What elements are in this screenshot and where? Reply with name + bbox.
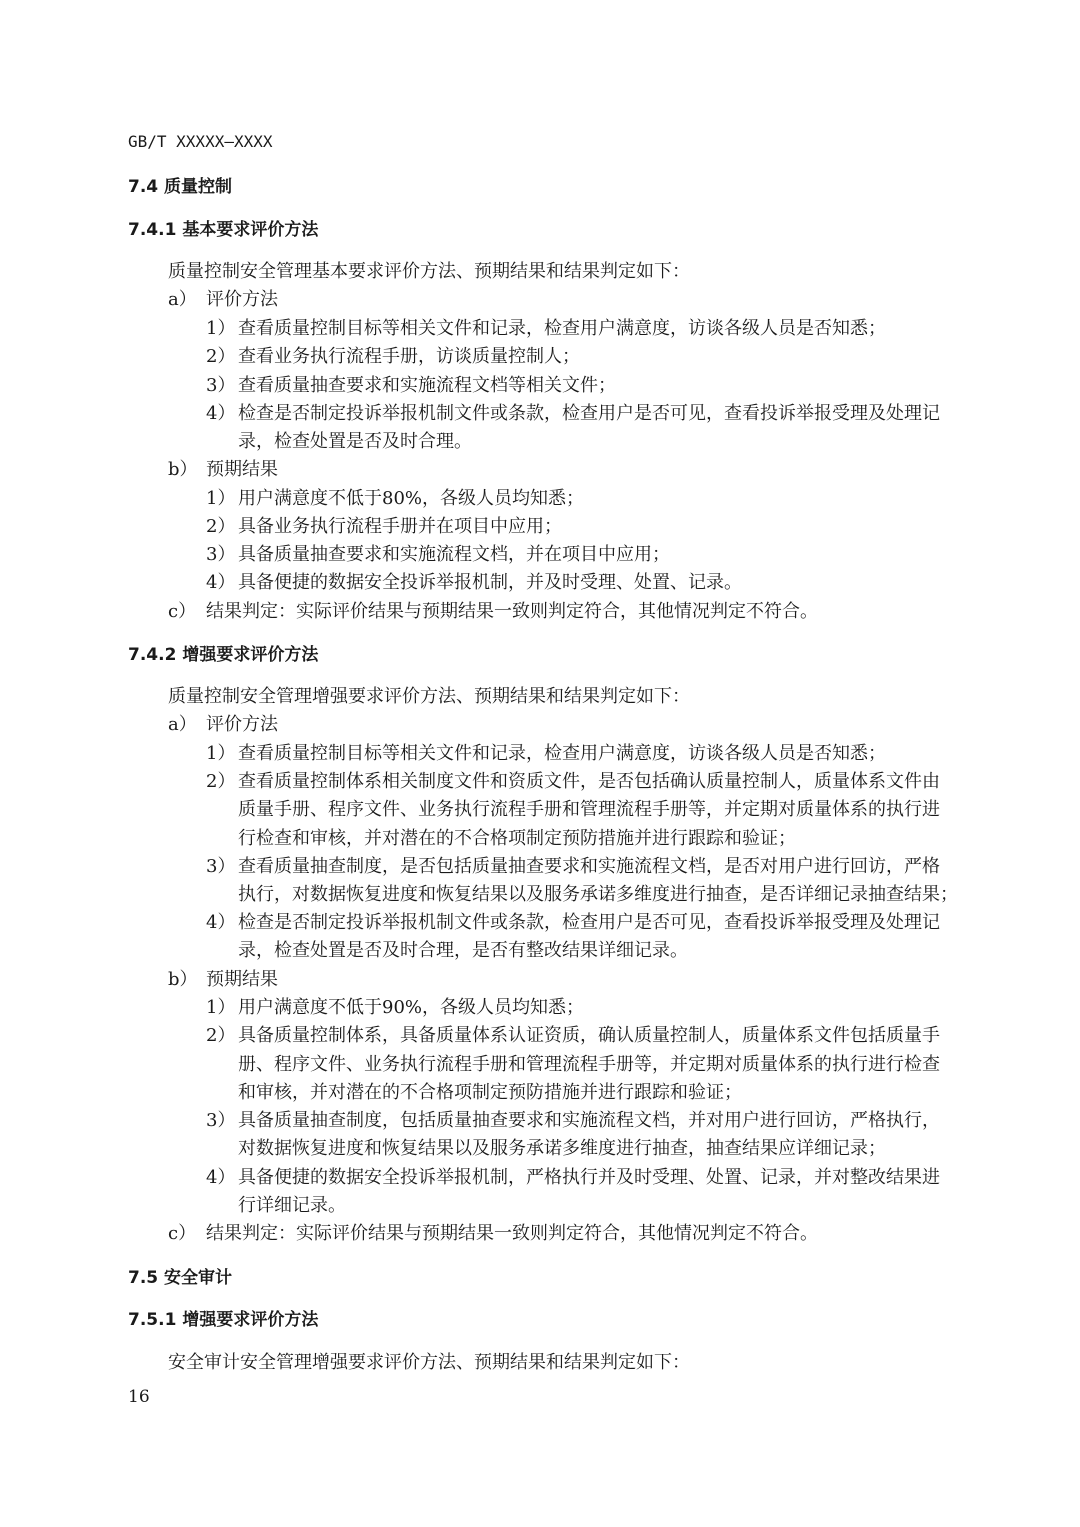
- list-item: [206, 1165, 940, 1191]
- list-item-text: 具备便捷的数据安全投诉举报机制，并及时受理、处置、记录。: [238, 572, 742, 593]
- list-item-text: 查看业务执行流程手册，访谈质量控制人；: [238, 346, 580, 367]
- list-item: [206, 570, 742, 596]
- list-item-text: 用户满意度不低于80%，各级人员均知悉；: [238, 488, 585, 509]
- list-item-text: 具备业务执行流程手册并在项目中应用；: [238, 516, 562, 537]
- list-marker: 3）: [206, 1110, 236, 1131]
- list-marker: 3）: [206, 375, 236, 396]
- list-marker: 1）: [206, 997, 236, 1018]
- list-marker: 2）: [206, 346, 236, 367]
- list-item: [206, 910, 940, 936]
- list-marker: 1）: [206, 743, 236, 764]
- list-item-continuation: 质量手册、程序文件、业务执行流程手册和管理流程手册等，并定期对质量体系的执行进: [238, 799, 940, 820]
- list-item-text: 具备便捷的数据安全投诉举报机制，严格执行并及时受理、处置、记录，并对整改结果进: [238, 1167, 940, 1188]
- list-marker: 2）: [206, 771, 236, 792]
- list-item-text: 查看质量控制体系相关制度文件和资质文件，是否包括确认质量控制人，质量体系文件由: [238, 771, 940, 792]
- list-marker: b）: [168, 969, 198, 990]
- list-item-text: 用户满意度不低于90%，各级人员均知悉；: [238, 997, 585, 1018]
- subsection-heading-7-4-1: 7.4.1 基本要求评价方法: [128, 220, 319, 240]
- list-item: [206, 401, 940, 427]
- list-item-text: 检查是否制定投诉举报机制文件或条款，检查用户是否可见，查看投诉举报受理及处理记: [238, 912, 940, 933]
- list-item-text: 检查是否制定投诉举报机制文件或条款，检查用户是否可见，查看投诉举报受理及处理记: [238, 403, 940, 424]
- list-item-continuation: 和审核，并对潜在的不合格项制定预防措施并进行跟踪和验证；: [238, 1082, 742, 1103]
- list-item-continuation: 录，检查处置是否及时合理，是否有整改结果详细记录。: [238, 940, 688, 961]
- list-item: [206, 1108, 940, 1134]
- list-item-text: 具备质量抽查制度，包括质量抽查要求和实施流程文档，并对用户进行回访，严格执行，: [238, 1110, 940, 1131]
- list-item-continuation: 行检查和审核，并对潜在的不合格项制定预防措施并进行跟踪和验证；: [238, 828, 796, 849]
- list-item: [206, 769, 940, 795]
- list-marker: 2）: [206, 516, 236, 537]
- list-marker: 3）: [206, 856, 236, 877]
- list-item-continuation: 行详细记录。: [238, 1195, 346, 1216]
- list-item: [206, 373, 616, 399]
- list-marker: 2）: [206, 1025, 236, 1046]
- list-marker: 4）: [206, 403, 236, 424]
- list-item-label: 预期结果: [206, 969, 278, 990]
- list-item-label: 评价方法: [206, 289, 278, 310]
- list-item-a: [168, 712, 278, 738]
- list-item-continuation: 对数据恢复进度和恢复结果以及服务承诺多维度进行抽查，抽查结果应详细记录；: [238, 1138, 886, 1159]
- list-marker: 4）: [206, 572, 236, 593]
- section-heading-7-5: 7.5 安全审计: [128, 1268, 233, 1288]
- list-item-continuation: 录，检查处置是否及时合理。: [238, 431, 472, 452]
- list-item: [206, 316, 886, 342]
- list-item-c: [168, 1221, 818, 1247]
- list-marker: c）: [168, 601, 197, 622]
- list-item-text: 查看质量抽查要求和实施流程文档等相关文件；: [238, 375, 616, 396]
- list-marker: a）: [168, 289, 197, 310]
- subsection-heading-7-5-1: 7.5.1 增强要求评价方法: [128, 1310, 319, 1330]
- paragraph-intro: 安全审计安全管理增强要求评价方法、预期结果和结果判定如下：: [168, 1352, 690, 1373]
- list-item-label: 评价方法: [206, 714, 278, 735]
- list-item: [206, 486, 584, 512]
- list-item: [206, 995, 584, 1021]
- list-item-text: 结果判定：实际评价结果与预期结果一致则判定符合，其他情况判定不符合。: [206, 601, 818, 622]
- list-item-continuation: 册、程序文件、业务执行流程手册和管理流程手册等，并定期对质量体系的执行进行检查: [238, 1054, 940, 1075]
- list-item-text: 查看质量抽查制度，是否包括质量抽查要求和实施流程文档，是否对用户进行回访，严格: [238, 856, 940, 877]
- list-marker: 3）: [206, 544, 236, 565]
- list-item-text: 结果判定：实际评价结果与预期结果一致则判定符合，其他情况判定不符合。: [206, 1223, 818, 1244]
- list-marker: c）: [168, 1223, 197, 1244]
- list-item-a: [168, 287, 278, 313]
- list-item-b: [168, 457, 278, 483]
- list-item-label: 预期结果: [206, 459, 278, 480]
- list-item-text: 查看质量控制目标等相关文件和记录，检查用户满意度，访谈各级人员是否知悉；: [238, 743, 886, 764]
- paragraph-intro: 质量控制安全管理增强要求评价方法、预期结果和结果判定如下：: [168, 686, 690, 707]
- document-id-header: GB/T XXXXX—XXXX: [128, 132, 273, 151]
- list-item: [206, 741, 886, 767]
- list-item-b: [168, 967, 278, 993]
- list-marker: 1）: [206, 488, 236, 509]
- list-item: [206, 344, 580, 370]
- list-item-c: [168, 599, 818, 625]
- section-heading-7-4: 7.4 质量控制: [128, 177, 233, 197]
- paragraph-intro: 质量控制安全管理基本要求评价方法、预期结果和结果判定如下：: [168, 261, 690, 282]
- list-item: [206, 514, 562, 540]
- list-marker: 4）: [206, 912, 236, 933]
- list-item-text: 查看质量控制目标等相关文件和记录，检查用户满意度，访谈各级人员是否知悉；: [238, 318, 886, 339]
- list-marker: 1）: [206, 318, 236, 339]
- list-item: [206, 1023, 940, 1049]
- list-item-text: 具备质量控制体系，具备质量体系认证资质，确认质量控制人，质量体系文件包括质量手: [238, 1025, 940, 1046]
- page-number: 16: [128, 1387, 150, 1407]
- list-item-continuation: 执行，对数据恢复进度和恢复结果以及服务承诺多维度进行抽查，是否详细记录抽查结果；: [238, 884, 958, 905]
- list-item: [206, 854, 940, 880]
- list-marker: 4）: [206, 1167, 236, 1188]
- list-item-text: 具备质量抽查要求和实施流程文档，并在项目中应用；: [238, 544, 670, 565]
- list-marker: b）: [168, 459, 198, 480]
- list-item: [206, 542, 670, 568]
- subsection-heading-7-4-2: 7.4.2 增强要求评价方法: [128, 645, 319, 665]
- list-marker: a）: [168, 714, 197, 735]
